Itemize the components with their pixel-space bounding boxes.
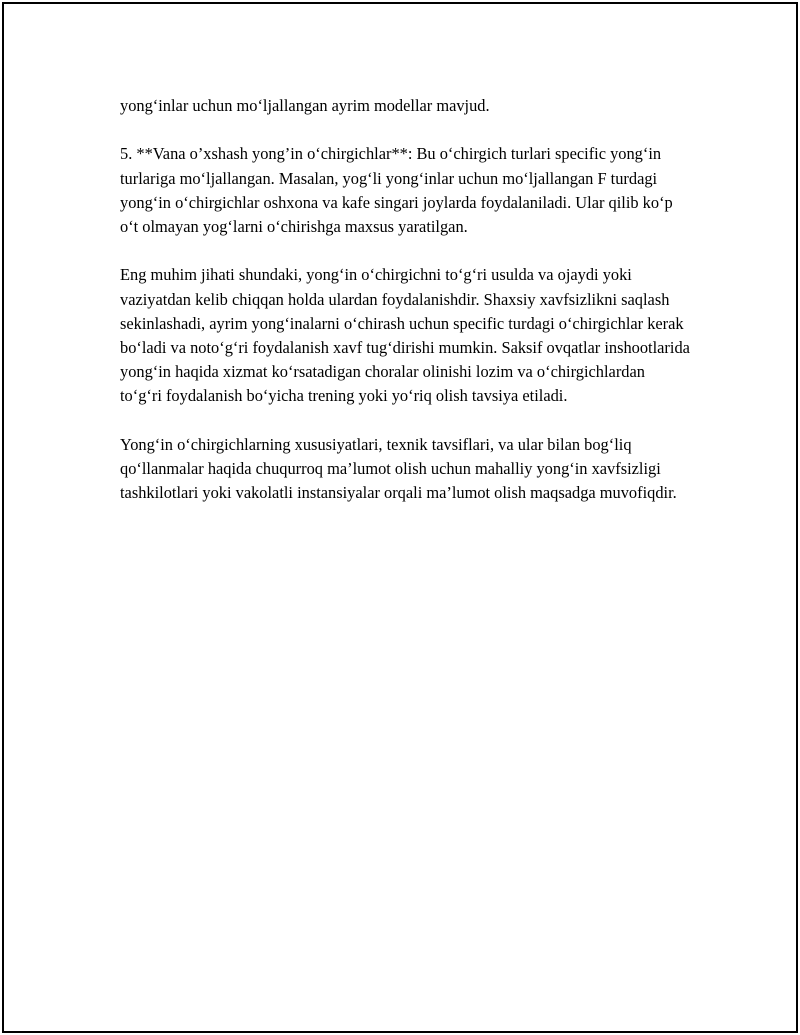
paragraph-4: Yong‘in o‘chirgichlarning xususiyatlari, texnik tavsiflari, va ular bilan bog‘liq qo‘llanmalar haqida chuqurroq ma’lumot olish uchun mahalliy yong‘in xavfsizligi tashkilotlari yoki vakolatli instansiyalar orqali ma’lumot olish maqsadga muvofiqdir. xyxy=(120,434,677,503)
paragraph-3: Eng muhim jihati shundaki, yong‘in o‘chirgichni to‘g‘ri usulda va ojaydi yoki vaziyatdan kelib chiqqan holda ulardan foydalanishdir. Shaxsiy xavfsizlikni saqlash sekinlashadi, ayrim yong‘inalarni o‘chirash uchun specific turdagi o‘chirgichlar kerak bo‘ladi va noto‘g‘ri foydalanish xavf tug‘dirishi mumkin. Saksif ovqatlar inshootlarida yong‘in haqida xizmat ko‘rsatadigan choralar olinishi lozim va o‘chirgichlardan to‘g‘ri foydalanish bo‘yicha trening yoki yo‘riq olish tavsiya etiladi. xyxy=(120,265,690,406)
paragraph-1: yong‘inlar uchun mo‘ljallangan ayrim modellar mavjud. xyxy=(120,96,490,115)
document-body xyxy=(120,94,690,530)
paragraph-2: 5. **Vana o’xshash yong’in o‘chirgichlar**: Bu o‘chirgich turlari specific yong‘in turlariga mo‘ljallangan. Masalan, yog‘li yong‘inlar uchun mo‘ljallangan F turdagi yong‘in o‘chirgichlar oshxona va kafe singari joylarda foydalaniladi. Ular qilib ko‘p o‘t olmayan yog‘larni o‘chirishga maxsus yaratilgan. xyxy=(120,144,673,236)
page-frame xyxy=(2,2,798,1033)
